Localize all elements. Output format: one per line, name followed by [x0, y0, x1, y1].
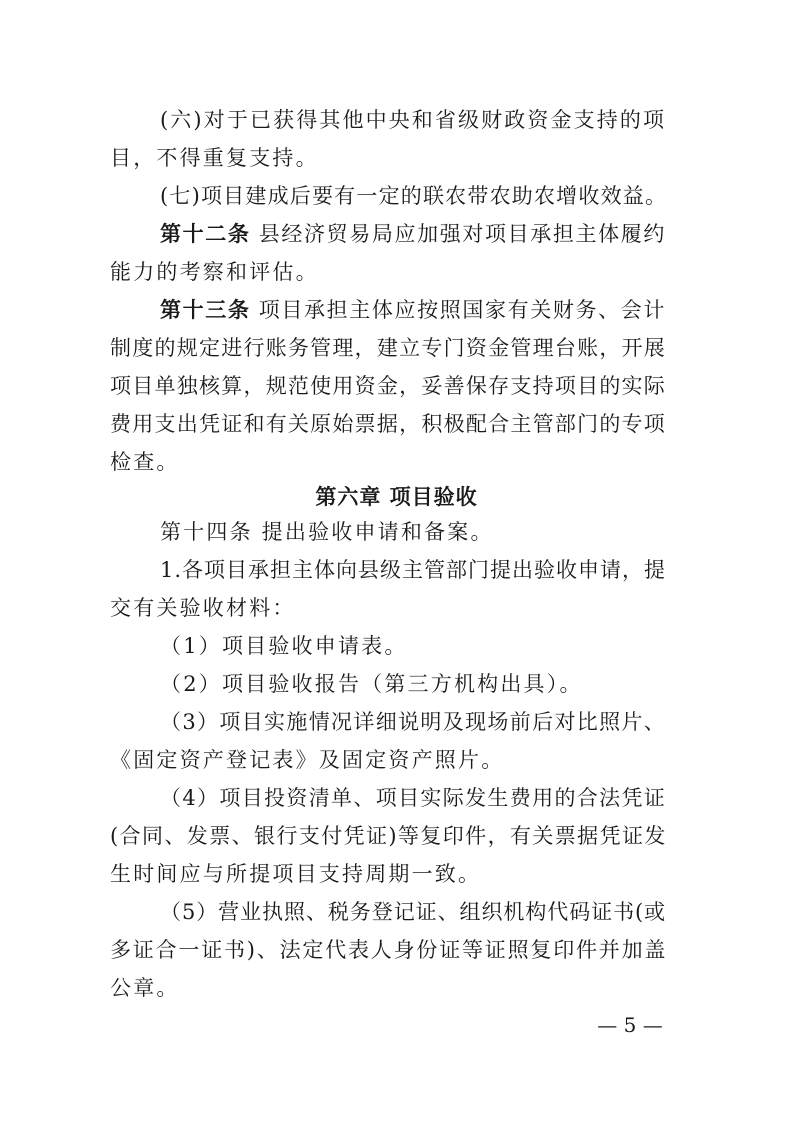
page-number: — 5 —	[597, 1013, 663, 1037]
article-13-line	[160, 297, 666, 323]
paragraph-line: 公章。	[110, 976, 180, 1000]
paragraph-line: 目，不得重复支持。	[110, 146, 319, 170]
paragraph-line: 项目单独核算，规范使用资金，妥善保存支持项目的实际	[110, 374, 666, 398]
paragraph-line: (七)项目建成后要有一定的联农带农助农增收效益。	[160, 184, 668, 208]
list-item: （4）项目投资清单、项目实际发生费用的合法凭证	[160, 786, 666, 810]
list-item: （2）项目验收报告（第三方机构出具）。	[160, 672, 583, 696]
paragraph-line: 能力的考察和评估。	[110, 260, 319, 284]
paragraph-line: 交有关验收材料：	[110, 596, 296, 620]
paragraph-line: 制度的规定进行账务管理，建立专门资金管理台账，开展	[110, 336, 666, 360]
article-heading: 第十二条	[160, 221, 251, 246]
article-text: 县经济贸易局应加强对项目承担主体履约	[250, 222, 666, 246]
paragraph-line: 费用支出凭证和有关原始票据，积极配合主管部门的专项	[110, 412, 666, 436]
article-heading: 第十三条	[160, 297, 251, 322]
paragraph-line: 1.各项目承担主体向县级主管部门提出验收申请，提	[160, 558, 667, 582]
article-12-line	[160, 221, 666, 247]
chapter-title: 第六章 项目验收	[315, 485, 478, 509]
list-item: （3）项目实施情况详细说明及现场前后对比照片、	[160, 710, 666, 734]
list-item: （1）项目验收申请表。	[160, 634, 408, 658]
paragraph-line: 《固定资产登记表》及固定资产照片。	[110, 748, 505, 772]
paragraph-line: 多证合一证书)、法定代表人身份证等证照复印件并加盖	[110, 938, 668, 962]
list-item: （5）营业执照、税务登记证、组织机构代码证书(或	[160, 900, 666, 924]
paragraph-line: 检查。	[110, 450, 180, 474]
paragraph-line: 第十四条 提出验收申请和备案。	[160, 520, 494, 544]
paragraph-line: (合同、发票、银行支付凭证)等复印件，有关票据凭证发	[110, 824, 667, 848]
article-text: 项目承担主体应按照国家有关财务、会计	[250, 298, 666, 322]
paragraph-line: (六)对于已获得其他中央和省级财政资金支持的项	[160, 108, 666, 132]
paragraph-line: 生时间应与所提项目支持周期一致。	[110, 862, 482, 886]
